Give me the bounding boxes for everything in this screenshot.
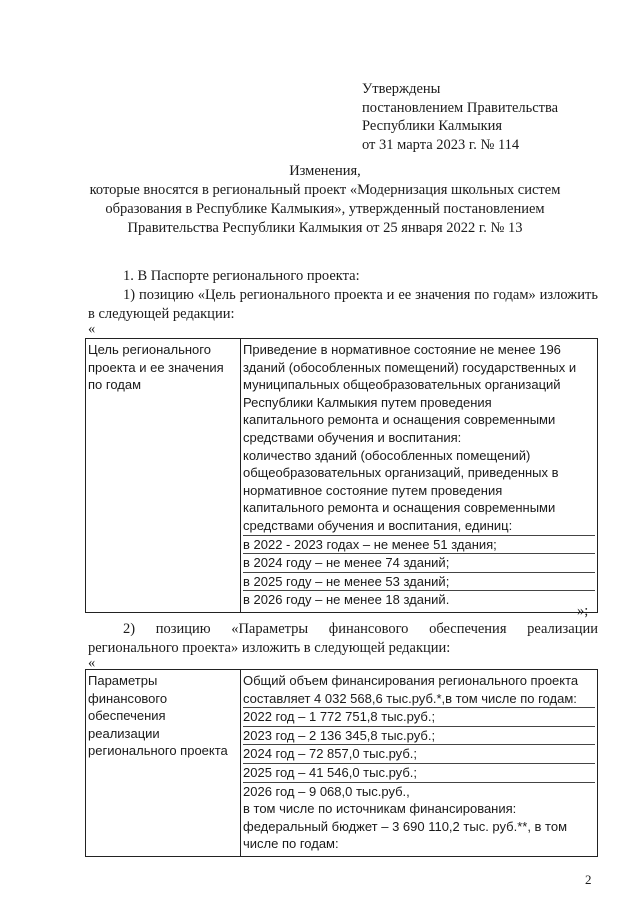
goal-label-cell xyxy=(86,339,241,613)
cell-line: в 2024 году – не менее 74 зданий; xyxy=(243,554,595,573)
approval-stamp xyxy=(362,80,622,154)
approval-line: Республики Калмыкия xyxy=(362,118,503,134)
cell-line: зданий (обособленных помещений) государственных и xyxy=(243,359,577,375)
section-1-item-1: 1) позицию «Цель регионального проекта и ее значения по годам» изложить в следующей редакции: xyxy=(88,287,598,322)
title-line: Правительства Республики Калмыкия от 25 января 2022 г. № 13 xyxy=(127,220,523,236)
cell-line: проекта и ее значения xyxy=(88,359,224,375)
cell-line: числе по годам: xyxy=(243,836,339,852)
page-number: 2 xyxy=(585,872,592,887)
cell-line: 2023 год – 2 136 345,8 тыс.руб.; xyxy=(243,727,595,746)
section-1-heading: 1. В Паспорте регионального проекта: xyxy=(123,268,360,284)
table-row xyxy=(86,339,598,613)
cell-line: в 2025 году – не менее 53 зданий; xyxy=(243,573,595,592)
title-line: Изменения, xyxy=(289,163,361,179)
section-1-item-2: 2) позицию «Параметры финансового обеспечения реализации регионального проекта» изложить в следующей редакции: xyxy=(88,621,598,656)
quote-open: « xyxy=(88,321,96,337)
cell-line: 2024 год – 72 857,0 тыс.руб.; xyxy=(243,745,595,764)
goal-table xyxy=(85,338,598,613)
cell-line: Цель регионального xyxy=(88,342,211,357)
table-row xyxy=(86,670,598,857)
approval-line: Утверждены xyxy=(362,81,441,97)
financing-content-cell xyxy=(241,670,598,857)
document-title xyxy=(70,162,580,238)
quote-close: »; xyxy=(577,603,589,619)
cell-line: Республики Калмыкия путем проведения xyxy=(243,394,492,410)
title-line: образования в Республике Калмыкия», утвержденный постановлением xyxy=(105,201,545,217)
cell-line: в 2022 - 2023 годах – не менее 51 здания; xyxy=(243,536,595,555)
cell-line: обеспечения xyxy=(88,708,166,724)
goal-content-cell xyxy=(241,339,598,613)
cell-line: общеобразовательных организаций, приведенных в xyxy=(243,465,559,481)
cell-line: финансового xyxy=(88,690,168,706)
cell-line: средствами обучения и воспитания, единиц: xyxy=(243,517,595,536)
cell-line: количество зданий (обособленных помещений) xyxy=(243,447,531,463)
cell-line: средствами обучения и воспитания: xyxy=(243,429,462,445)
cell-line: муниципальных общеобразовательных организаций xyxy=(243,377,561,393)
financing-table xyxy=(85,669,598,857)
cell-line: реализации xyxy=(88,725,160,741)
approval-line: постановлением Правительства xyxy=(362,99,559,116)
cell-line: Приведение в нормативное состояние не менее 196 xyxy=(243,342,561,357)
financing-label-cell xyxy=(86,670,241,857)
cell-line: федеральный бюджет – 3 690 110,2 тыс. руб.**, в том xyxy=(243,818,568,834)
cell-line: Общий объем финансирования регионального проекта xyxy=(243,673,579,688)
cell-line: по годам xyxy=(88,377,142,393)
cell-line: капитального ремонта и оснащения современными xyxy=(243,412,556,428)
approval-line: от 31 марта 2023 г. № 114 xyxy=(362,136,520,153)
quote-open: « xyxy=(88,655,96,671)
cell-line: 2026 год – 9 068,0 тыс.руб., xyxy=(243,783,410,799)
cell-line: 2022 год – 1 772 751,8 тыс.руб.; xyxy=(243,708,595,727)
cell-line: составляет 4 032 568,6 тыс.руб.*,в том числе по годам: xyxy=(243,690,595,709)
title-line: которые вносятся в региональный проект «Модернизация школьных систем xyxy=(89,182,561,198)
cell-line: 2025 год – 41 546,0 тыс.руб.; xyxy=(243,764,595,783)
cell-line: регионального проекта xyxy=(88,743,228,759)
cell-line: капитального ремонта и оснащения современными xyxy=(243,500,556,516)
cell-line: в 2026 году – не менее 18 зданий. xyxy=(243,592,450,608)
cell-line: Параметры xyxy=(88,673,158,688)
cell-line: нормативное состояние путем проведения xyxy=(243,482,503,498)
cell-line: в том числе по источникам финансирования: xyxy=(243,801,517,817)
